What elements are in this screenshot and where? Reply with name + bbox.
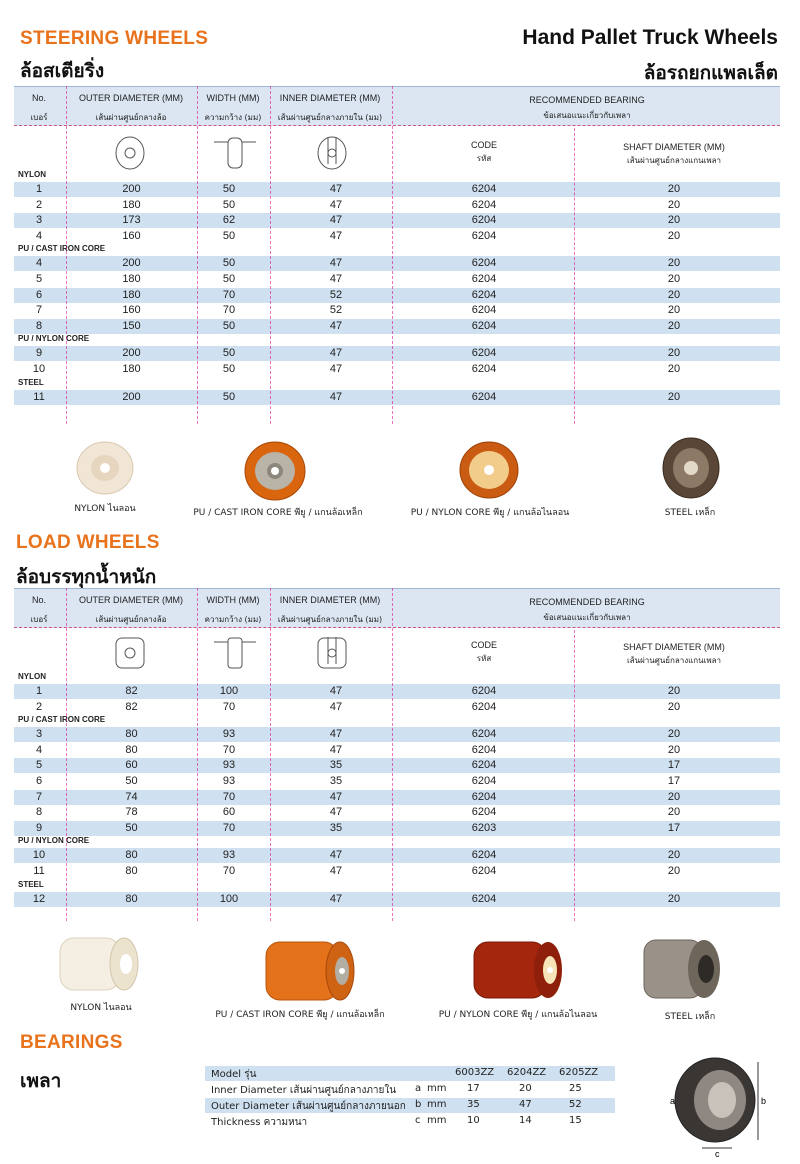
row-no: 12 [32, 892, 46, 905]
pu-cast-iron-wheel-photo [242, 440, 308, 502]
column-divider [197, 86, 198, 424]
table-row [14, 758, 780, 773]
table-row [14, 288, 780, 303]
row-inner-diameter: 47 [329, 363, 343, 375]
group-label: NYLON [18, 672, 46, 681]
col-bearing: RECOMMENDED BEARING ข้อเสนอแนะเกี่ยวกับเพลา [529, 95, 645, 120]
row-bearing-code: 6204 [471, 743, 497, 756]
col-outer: OUTER DIAMETER (MM) เส้นผ่านศูนย์กลางล้อ [79, 595, 183, 624]
row-outer-diameter: 150 [122, 319, 141, 332]
row-width: 100 [219, 892, 239, 905]
row-inner-diameter: 47 [329, 257, 343, 270]
row-width: 100 [219, 685, 239, 697]
bearing-spec-unit: mm [427, 1115, 447, 1126]
group-label: PU / CAST IRON CORE [18, 244, 106, 254]
bearing-row [205, 1098, 615, 1113]
row-bearing-code: 6204 [471, 198, 497, 211]
row-no: 11 [33, 390, 45, 403]
row-inner-diameter: 47 [329, 183, 343, 195]
row-inner-diameter: 47 [329, 700, 343, 713]
nylon-wheel-photo [72, 440, 138, 496]
table-row [14, 727, 780, 742]
model-name: 6003ZZ [455, 1067, 495, 1078]
row-shaft-diameter: 20 [667, 288, 681, 301]
table-row [14, 774, 780, 789]
page-title: Hand Pallet Truck Wheels [522, 26, 778, 49]
bearing-spec-key: b [415, 1099, 422, 1110]
row-bearing-code: 6203 [471, 821, 497, 834]
row-shaft-diameter: 20 [667, 849, 681, 862]
row-no: 1 [35, 685, 43, 697]
row-width: 93 [222, 775, 236, 787]
column-divider [574, 630, 575, 921]
row-width: 50 [222, 229, 236, 242]
table-row [14, 362, 780, 377]
width-diagram-icon [212, 134, 258, 172]
row-width: 70 [222, 821, 236, 834]
bearing-spec-unit: mm [427, 1083, 447, 1094]
row-width: 70 [222, 700, 236, 713]
row-outer-diameter: 80 [125, 892, 138, 905]
row-inner-diameter: 47 [329, 743, 343, 756]
bearing-diagram [660, 1048, 770, 1158]
row-no: 7 [35, 790, 43, 803]
row-no: 9 [35, 347, 43, 360]
bearing-value: 35 [467, 1099, 480, 1110]
row-bearing-code: 6204 [471, 214, 497, 227]
row-shaft-diameter: 20 [667, 685, 681, 697]
row-no: 2 [35, 700, 43, 713]
row-inner-diameter: 52 [329, 304, 343, 317]
col-shaft: SHAFT DIAMETER (MM) เส้นผ่านศูนย์กลางแกนเพลา [623, 142, 725, 165]
steel-load-wheel-photo [640, 934, 726, 1004]
row-width: 50 [222, 257, 236, 270]
row-inner-diameter: 52 [329, 288, 343, 301]
row-shaft-diameter: 20 [667, 390, 681, 403]
nylon-load-wheel-photo [56, 932, 146, 996]
bearings-title: BEARINGS [20, 1032, 123, 1053]
row-outer-diameter: 80 [125, 849, 138, 862]
diagram-label-c: c [715, 1149, 720, 1158]
row-outer-diameter: 160 [122, 304, 141, 317]
pu-cast-iron-load-wheel-photo [262, 936, 358, 1006]
col-no: No. เบอร์ [30, 595, 48, 624]
row-inner-diameter: 47 [329, 790, 343, 803]
bearings-model-row [205, 1066, 615, 1081]
row-shaft-diameter: 20 [667, 743, 681, 756]
row-bearing-code: 6204 [471, 865, 497, 877]
row-shaft-diameter: 20 [667, 304, 681, 317]
row-outer-diameter: 200 [122, 257, 141, 270]
row-shaft-diameter: 20 [667, 183, 681, 195]
row-no: 10 [32, 849, 46, 862]
row-width: 93 [222, 728, 236, 741]
row-bearing-code: 6204 [471, 390, 497, 403]
table-row [14, 198, 780, 213]
bearing-spec-label: Thickness ความหนา [211, 1117, 308, 1128]
row-shaft-diameter: 20 [667, 214, 681, 227]
row-inner-diameter: 35 [329, 775, 343, 787]
row-width: 50 [222, 347, 236, 360]
bearing-spec-label: Inner Diameter เส้นผ่านศูนย์กลางภายใน [211, 1085, 397, 1096]
row-inner-diameter: 47 [329, 229, 343, 242]
row-inner-diameter: 47 [329, 390, 343, 403]
row-shaft-diameter: 17 [667, 775, 681, 787]
row-outer-diameter: 180 [122, 363, 141, 375]
row-no: 5 [35, 273, 43, 285]
row-shaft-diameter: 20 [667, 790, 681, 803]
photo-caption: NYLON ไนลอน [74, 504, 136, 514]
row-outer-diameter: 50 [125, 775, 138, 787]
row-no: 1 [35, 183, 43, 195]
row-no: 11 [33, 865, 45, 877]
inner-diameter-diagram-icon [314, 634, 350, 672]
group-label: STEEL [18, 879, 44, 889]
row-width: 93 [222, 759, 236, 772]
table-row [14, 319, 780, 334]
steering-title: STEERING WHEELS [20, 28, 209, 49]
row-outer-diameter: 200 [122, 390, 141, 403]
table-row [14, 229, 780, 244]
row-inner-diameter: 47 [329, 198, 343, 211]
pu-nylon-load-wheel-photo [470, 936, 566, 1002]
col-code: CODE รหัส [470, 640, 497, 663]
row-bearing-code: 6204 [471, 363, 497, 375]
row-width: 50 [222, 319, 236, 332]
group-label: PU / NYLON CORE [18, 836, 90, 846]
row-shaft-diameter: 20 [667, 865, 681, 877]
row-inner-diameter: 47 [329, 728, 343, 741]
col-width: WIDTH (MM) ความกว้าง (มม) [204, 595, 262, 624]
row-outer-diameter: 80 [125, 728, 138, 741]
row-bearing-code: 6204 [471, 790, 497, 803]
table-row [14, 684, 780, 699]
group-label: NYLON [18, 170, 46, 179]
bearing-value: 20 [519, 1083, 532, 1094]
row-outer-diameter: 74 [125, 790, 138, 803]
table-row [14, 790, 780, 805]
row-no: 10 [32, 363, 46, 375]
row-outer-diameter: 200 [122, 347, 141, 360]
row-width: 60 [222, 806, 236, 819]
row-outer-diameter: 180 [122, 198, 141, 211]
bearing-spec-key: c [415, 1115, 421, 1126]
bearing-value: 52 [569, 1099, 582, 1110]
row-outer-diameter: 82 [125, 700, 138, 713]
row-width: 70 [222, 304, 236, 317]
table-row [14, 743, 780, 758]
col-width: WIDTH (MM) ความกว้าง (มม) [204, 93, 262, 122]
table-row [14, 303, 780, 318]
table-row [14, 805, 780, 820]
row-inner-diameter: 35 [329, 759, 343, 772]
model-label: Model รุ่น [211, 1069, 257, 1080]
bearing-value: 14 [519, 1115, 532, 1126]
col-inner: INNER DIAMETER (MM) เส้นผ่านศูนย์กลางภายใน (มม) [277, 93, 383, 122]
row-no: 7 [35, 304, 43, 317]
outer-diameter-diagram-icon [112, 634, 148, 672]
row-no: 4 [35, 743, 43, 756]
row-bearing-code: 6204 [471, 319, 497, 332]
row-outer-diameter: 60 [125, 759, 138, 772]
row-inner-diameter: 47 [329, 319, 343, 332]
steering-title-thai: ล้อสเตียริ่ง [20, 60, 105, 82]
bearing-value: 10 [467, 1115, 480, 1126]
inner-diameter-diagram-icon [314, 134, 350, 172]
column-divider [574, 128, 575, 424]
diagram-label-a: a [670, 1096, 676, 1106]
col-inner: INNER DIAMETER (MM) เส้นผ่านศูนย์กลางภายใน (มม) [277, 595, 383, 624]
photo-caption: PU / NYLON CORE พียู / แกนล้อไนลอน [438, 1010, 598, 1020]
photo-caption: PU / CAST IRON CORE พียู / แกนล้อเหล็ก [193, 508, 363, 518]
row-no: 3 [35, 728, 43, 741]
model-name: 6205ZZ [559, 1067, 599, 1078]
row-no: 3 [35, 214, 43, 227]
row-width: 50 [222, 198, 236, 211]
row-width: 70 [222, 743, 236, 756]
row-inner-diameter: 47 [329, 685, 343, 697]
table-row [14, 256, 780, 271]
row-bearing-code: 6204 [471, 700, 497, 713]
row-bearing-code: 6204 [471, 257, 497, 270]
bearing-value: 17 [467, 1083, 480, 1094]
col-bearing: RECOMMENDED BEARING ข้อเสนอแนะเกี่ยวกับเพลา [529, 597, 645, 622]
row-inner-diameter: 47 [329, 806, 343, 819]
col-shaft: SHAFT DIAMETER (MM) เส้นผ่านศูนย์กลางแกนเพลา [623, 642, 725, 665]
row-shaft-diameter: 20 [667, 806, 681, 819]
group-label: PU / CAST IRON CORE [18, 715, 106, 725]
steel-wheel-photo [660, 436, 722, 500]
row-no: 9 [35, 821, 43, 834]
row-no: 5 [35, 759, 43, 772]
steering-table [14, 86, 780, 426]
col-code: CODE รหัส [470, 140, 497, 163]
row-shaft-diameter: 20 [667, 319, 681, 332]
row-bearing-code: 6204 [471, 347, 497, 360]
model-name: 6204ZZ [507, 1067, 547, 1078]
column-divider [392, 86, 393, 424]
group-label: STEEL [18, 377, 44, 387]
row-bearing-code: 6204 [471, 288, 497, 301]
row-width: 50 [222, 390, 236, 403]
row-shaft-diameter: 20 [667, 892, 681, 905]
bearing-row [205, 1082, 615, 1097]
load-table-header [14, 588, 780, 628]
row-no: 8 [35, 806, 43, 819]
bearing-spec-unit: mm [427, 1099, 447, 1110]
row-inner-diameter: 47 [329, 849, 343, 862]
row-bearing-code: 6204 [471, 685, 497, 697]
col-no: No. เบอร์ [30, 93, 48, 122]
width-diagram-icon [212, 634, 258, 672]
row-shaft-diameter: 20 [667, 700, 681, 713]
row-shaft-diameter: 20 [667, 728, 681, 741]
photo-caption: PU / CAST IRON CORE พียู / แกนล้อเหล็ก [215, 1010, 385, 1020]
row-bearing-code: 6204 [471, 849, 497, 862]
row-bearing-code: 6204 [471, 229, 497, 242]
load-title: LOAD WHEELS [16, 532, 160, 553]
row-width: 50 [222, 273, 236, 285]
bearing-spec-key: a [415, 1083, 422, 1094]
row-outer-diameter: 78 [125, 806, 138, 819]
row-outer-diameter: 80 [125, 865, 138, 877]
photo-caption: STEEL เหล็ก [664, 1012, 716, 1022]
row-width: 50 [222, 183, 236, 195]
photo-caption: STEEL เหล็ก [664, 508, 716, 518]
bearing-spec-label: Outer Diameter เส้นผ่านศูนย์กลางภายนอก [211, 1101, 406, 1112]
column-divider [66, 588, 67, 921]
row-outer-diameter: 180 [122, 273, 141, 285]
row-shaft-diameter: 20 [667, 273, 681, 285]
bearing-value: 47 [519, 1099, 532, 1110]
row-inner-diameter: 47 [329, 347, 343, 360]
column-divider [197, 588, 198, 921]
row-no: 8 [35, 319, 43, 332]
diagram-label-b: b [761, 1096, 767, 1106]
row-shaft-diameter: 20 [667, 229, 681, 242]
table-row [14, 848, 780, 863]
row-bearing-code: 6204 [471, 304, 497, 317]
row-no: 6 [35, 288, 43, 301]
outer-diameter-diagram-icon [112, 134, 148, 172]
pu-nylon-wheel-photo [458, 440, 520, 500]
row-outer-diameter: 173 [122, 214, 141, 227]
column-divider [392, 588, 393, 921]
row-bearing-code: 6204 [471, 273, 497, 285]
row-bearing-code: 6204 [471, 775, 497, 787]
row-inner-diameter: 47 [329, 865, 343, 877]
bearing-value: 25 [569, 1083, 582, 1094]
row-bearing-code: 6204 [471, 728, 497, 741]
row-no: 4 [35, 229, 43, 242]
row-inner-diameter: 35 [329, 821, 343, 834]
row-shaft-diameter: 20 [667, 257, 681, 270]
bearings-title-thai: เพลา [20, 1070, 62, 1092]
row-width: 62 [222, 214, 236, 227]
row-width: 93 [222, 849, 236, 862]
column-divider [270, 86, 271, 424]
col-outer: OUTER DIAMETER (MM) เส้นผ่านศูนย์กลางล้อ [79, 93, 183, 122]
table-row [14, 346, 780, 361]
row-bearing-code: 6204 [471, 759, 497, 772]
group-label: PU / NYLON CORE [18, 334, 90, 344]
column-divider [270, 588, 271, 921]
row-width: 70 [222, 288, 236, 301]
row-inner-diameter: 47 [329, 214, 343, 227]
row-no: 2 [35, 198, 43, 211]
row-bearing-code: 6204 [471, 183, 497, 195]
row-shaft-diameter: 20 [667, 198, 681, 211]
table-row [14, 213, 780, 228]
row-no: 6 [35, 775, 43, 787]
row-outer-diameter: 50 [125, 821, 138, 834]
row-outer-diameter: 160 [122, 229, 141, 242]
table-row [14, 390, 780, 405]
row-shaft-diameter: 17 [667, 759, 681, 772]
row-width: 70 [222, 865, 236, 877]
photo-caption: NYLON ไนลอน [70, 1003, 132, 1013]
load-title-thai: ล้อบรรทุกน้ำหนัก [16, 566, 157, 588]
row-shaft-diameter: 20 [667, 347, 681, 360]
row-no: 4 [35, 257, 43, 270]
row-shaft-diameter: 17 [667, 821, 681, 834]
steering-table-header [14, 86, 780, 126]
row-outer-diameter: 80 [125, 743, 138, 756]
table-row [14, 272, 780, 287]
row-outer-diameter: 82 [125, 685, 138, 697]
column-divider [66, 86, 67, 424]
table-row [14, 892, 780, 907]
bearing-value: 15 [569, 1115, 582, 1126]
table-row [14, 182, 780, 197]
row-outer-diameter: 200 [122, 183, 141, 195]
row-width: 70 [222, 790, 236, 803]
table-row [14, 700, 780, 715]
row-width: 50 [222, 363, 236, 375]
row-outer-diameter: 180 [122, 288, 141, 301]
row-inner-diameter: 47 [329, 892, 343, 905]
page-title-thai: ล้อรถยกแพลเล็ต [643, 62, 778, 84]
bearing-row [205, 1114, 615, 1129]
row-inner-diameter: 47 [329, 273, 343, 285]
table-row [14, 821, 780, 836]
row-bearing-code: 6204 [471, 806, 497, 819]
photo-caption: PU / NYLON CORE พียู / แกนล้อไนลอน [410, 508, 570, 518]
row-bearing-code: 6204 [471, 892, 497, 905]
row-shaft-diameter: 20 [667, 363, 681, 375]
load-table [14, 588, 780, 923]
table-row [14, 864, 780, 879]
